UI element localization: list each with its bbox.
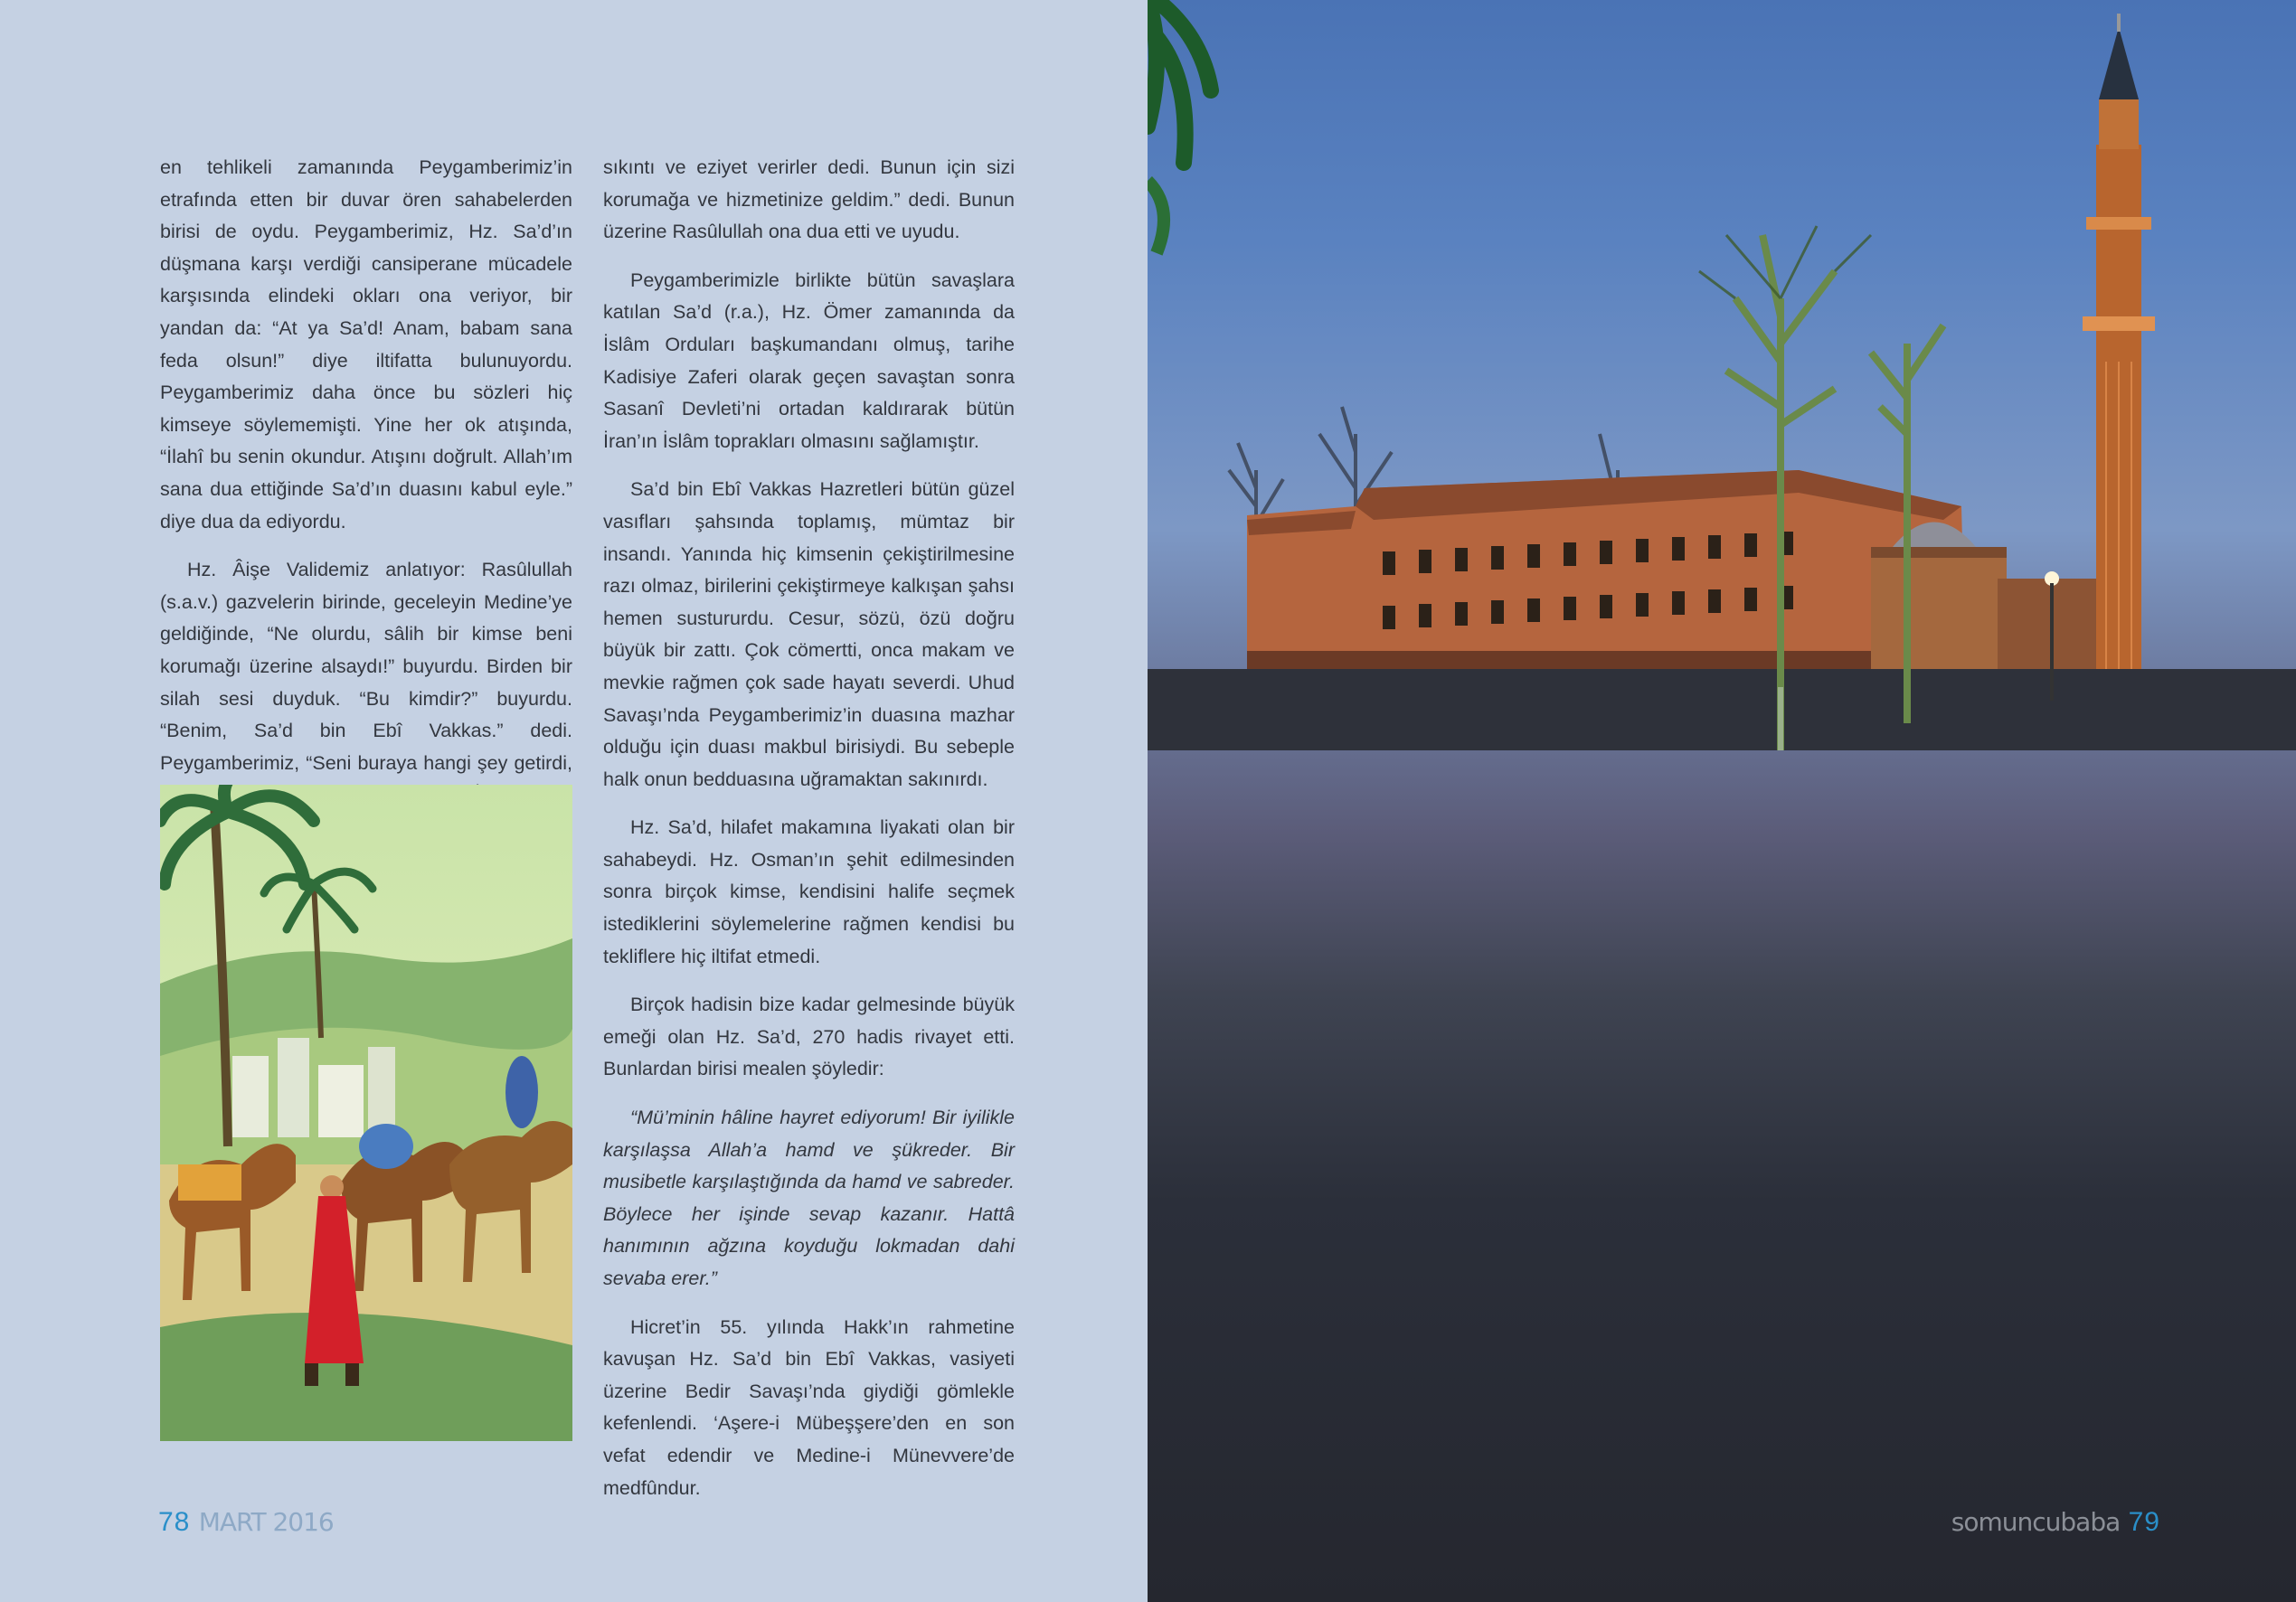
article-column-2 bbox=[603, 152, 1015, 1521]
paragraph: Peygamberimizle birlikte bütün savaşlara katılan Sa’d (r.a.), Hz. Ömer zamanında da İslâm Orduları başkumandanı olmuş, tarihe Kadisiye Zaferi olarak geçen savaştan sonra Sasanî Devleti’ni ortadan kaldırarak bütün İran’ın İslâm toprakları olmasını sağlamıştır. bbox=[603, 269, 1015, 452]
hadith-quote: “Mü’minin hâline hayret ediyorum! Bir iyilikle karşılaşsa Allah’a hamd ve şükreder. Bir musibetle karşılaştığında da hamd ve sabreder. Böylece her işinde sevap kazanır. Hattâ hanımının ağzına koyduğu lokmadan dahi sevaba erer.” bbox=[603, 1107, 1015, 1289]
issue-label: MART 2016 bbox=[198, 1507, 334, 1537]
folio-right bbox=[1951, 1507, 2160, 1538]
article-column-1 bbox=[160, 152, 572, 892]
right-page bbox=[1148, 0, 2296, 1602]
page-number: 78 bbox=[158, 1507, 191, 1537]
folio-left bbox=[158, 1507, 334, 1538]
paragraph: Birçok hadisin bize kadar gelmesinde büyük emeği olan Hz. Sa’d, 270 hadis rivayet etti. Bunlardan birisi mealen şöyledir: bbox=[603, 994, 1015, 1080]
paragraph: Sa’d bin Ebî Vakkas Hazretleri bütün güzel vasıfları şahsında toplamış, mümtaz bir insandı. Yanında hiç kimsenin çekiştirilmesine razı olmaz, birilerini çekiştirmeye kalkışan şahsı hemen sustururdu. Cesur, sözü, özü doğru büyük bir zattı. Çok cömertti, onca makam ve mevkie rağmen çok sade hayatı severdi. Uhud Savaşı’nda Peygamberimiz’in duasına mazhar olduğu için duası makbul birisiydi. Bu sebeple halk onun bedduasına uğramaktan sakınırdı. bbox=[603, 478, 1015, 790]
magazine-name: somuncubaba bbox=[1951, 1507, 2121, 1537]
paragraph: Hz. Sa’d, hilafet makamına liyakati olan bir sahabeydi. Hz. Osman’ın şehit edilmesinden sonra birçok kimse, kendisini halife seçmek istediklerini söylemelerine rağmen kendisi bu tekliflere hiç iltifat etmedi. bbox=[603, 816, 1015, 967]
mosque-photo bbox=[1148, 0, 2296, 1602]
paragraph: en tehlikeli zamanında Peygamberimiz’in etrafında etten bir duvar ören sahabelerden birisi de oydu. Peygamberimiz, Hz. Sa’d’ın düşmana karşı verdiği cansiperane mücadele karşısında elindeki okları ona veriyor, bir yandan da: “At ya Sa’d! Anam, babam sana feda olsun!” diye iltifatta bulunuyordu. Peygamberimiz daha önce bu sözleri hiç kimseye söylememişti. Yine her ok atışında, “İlahî bu senin okundur. Atışını doğrult. Allah’ım sana dua ettiğinde Sa’d’ın duasını kabul eyle.” diye dua da ediyordu. bbox=[160, 156, 572, 532]
caravan-illustration bbox=[160, 785, 572, 1441]
page-number: 79 bbox=[2128, 1507, 2160, 1537]
caravan-painting bbox=[160, 785, 572, 1441]
paragraph: sıkıntı ve eziyet verirler dedi. Bunun için sizi korumağa ve hizmetinize geldim.” dedi. Bunun üzerine Rasûlullah ona dua etti ve uyudu. bbox=[603, 156, 1015, 243]
paragraph: Hz. Âişe Validemiz anlatıyor: Rasûlullah (s.a.v.) gazvelerin birinde, geceleyin Medine’ye geldiğinde, “Ne olurdu, sâlih bir kimse beni korumağı üzerine alsaydı!” buyurdu. Birden bir silah sesi duyduk. “Bu kimdir?” buyurdu. “Benim, Sa’d bin Ebî Vakkas.” dedi. Peygamberimiz, “Seni buraya hangi şey getirdi, bbox=[160, 559, 572, 774]
paragraph: Hicret’in 55. yılında Hakk’ın rahmetine kavuşan Hz. Sa’d bin Ebî Vakkas, vasiyeti üzerine Bedir Savaşı’nda giydiği gömlekle kefenlendi. ‘Aşere-i Mübeşşere’den en son vefat edendir ve Medine-i Münevvere’de medfûndur. bbox=[603, 1315, 1015, 1499]
